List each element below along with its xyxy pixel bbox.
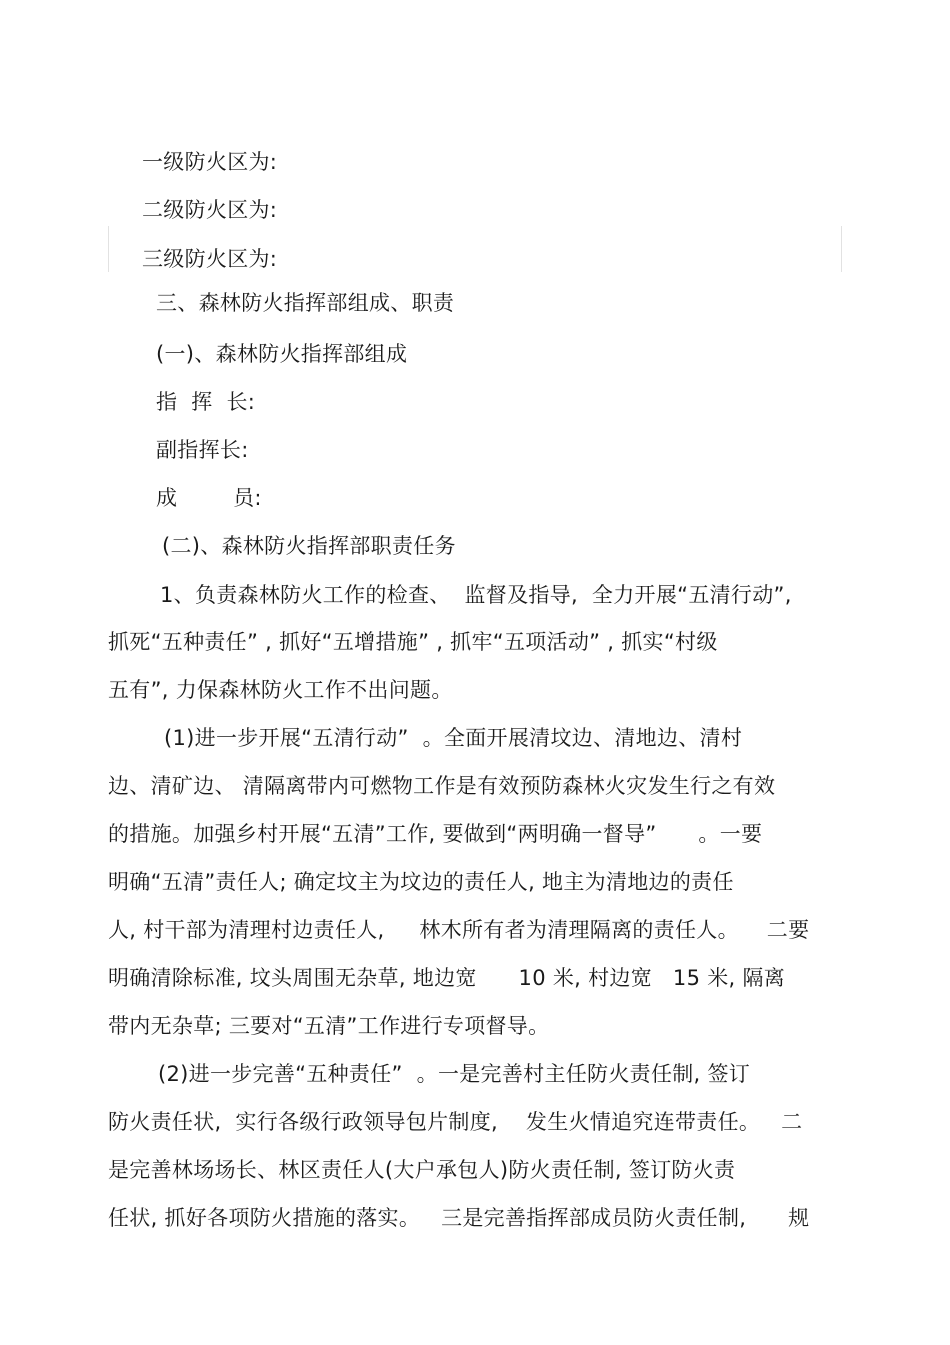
sub1-heading: (一)、森林防火指挥部组成	[156, 342, 408, 366]
para2-line-1: (2)进一步完善“五种责任” 。一是完善村主任防火责任制, 签订	[158, 1062, 751, 1086]
item1-line-1: 1、负责森林防火工作的检查、 监督及指导, 全力开展“五清行动”,	[160, 583, 792, 607]
section3-heading: 三、森林防火指挥部组成、职责	[156, 291, 455, 315]
para1-line-6: 明确清除标准, 坟头周围无杂草, 地边宽 10 米, 村边宽 15 米, 隔离	[108, 966, 786, 990]
left-margin-rule	[108, 226, 109, 272]
item1-line-2: 抓死“五种责任” , 抓好“五增措施” , 抓牢“五项活动” , 抓实“村级	[108, 630, 718, 654]
para1-line-7: 带内无杂草; 三要对“五清”工作进行专项督导。	[108, 1014, 550, 1038]
para1-line-1: (1)进一步开展“五清行动” 。全面开展清坟边、清地边、清村	[164, 726, 743, 750]
zone-level3: 三级防火区为:	[142, 247, 278, 271]
para2-line-2: 防火责任状, 实行各级行政领导包片制度, 发生火情追究连带责任。 二	[108, 1110, 803, 1134]
zone-level2: 二级防火区为:	[142, 198, 278, 222]
zone-level1: 一级防火区为:	[142, 150, 278, 174]
deputy-commander-label: 副指挥长:	[156, 438, 249, 462]
para2-line-3: 是完善林场场长、林区责任人(大户承包人)防火责任制, 签订防火责	[108, 1158, 736, 1182]
para1-line-4: 明确“五清”责任人; 确定坟主为坟边的责任人, 地主为清地边的责任	[108, 870, 734, 894]
para2-line-4: 任状, 抓好各项防火措施的落实。 三是完善指挥部成员防火责任制, 规	[108, 1206, 810, 1230]
right-margin-rule	[841, 226, 842, 272]
para1-line-5: 人, 村干部为清理村边责任人, 林木所有者为清理隔离的责任人。 二要	[108, 918, 810, 942]
members-label: 成 员:	[156, 486, 262, 510]
sub2-heading: (二)、森林防火指挥部职责任务	[162, 534, 456, 558]
para1-line-2: 边、清矿边、 清隔离带内可燃物工作是有效预防森林火灾发生行之有效	[108, 774, 776, 798]
item1-line-3: 五有”, 力保森林防火工作不出问题。	[108, 678, 453, 702]
commander-label: 指 挥 长:	[156, 390, 256, 414]
para1-line-3: 的措施。加强乡村开展“五清”工作, 要做到“两明确一督导” 。一要	[108, 822, 763, 846]
